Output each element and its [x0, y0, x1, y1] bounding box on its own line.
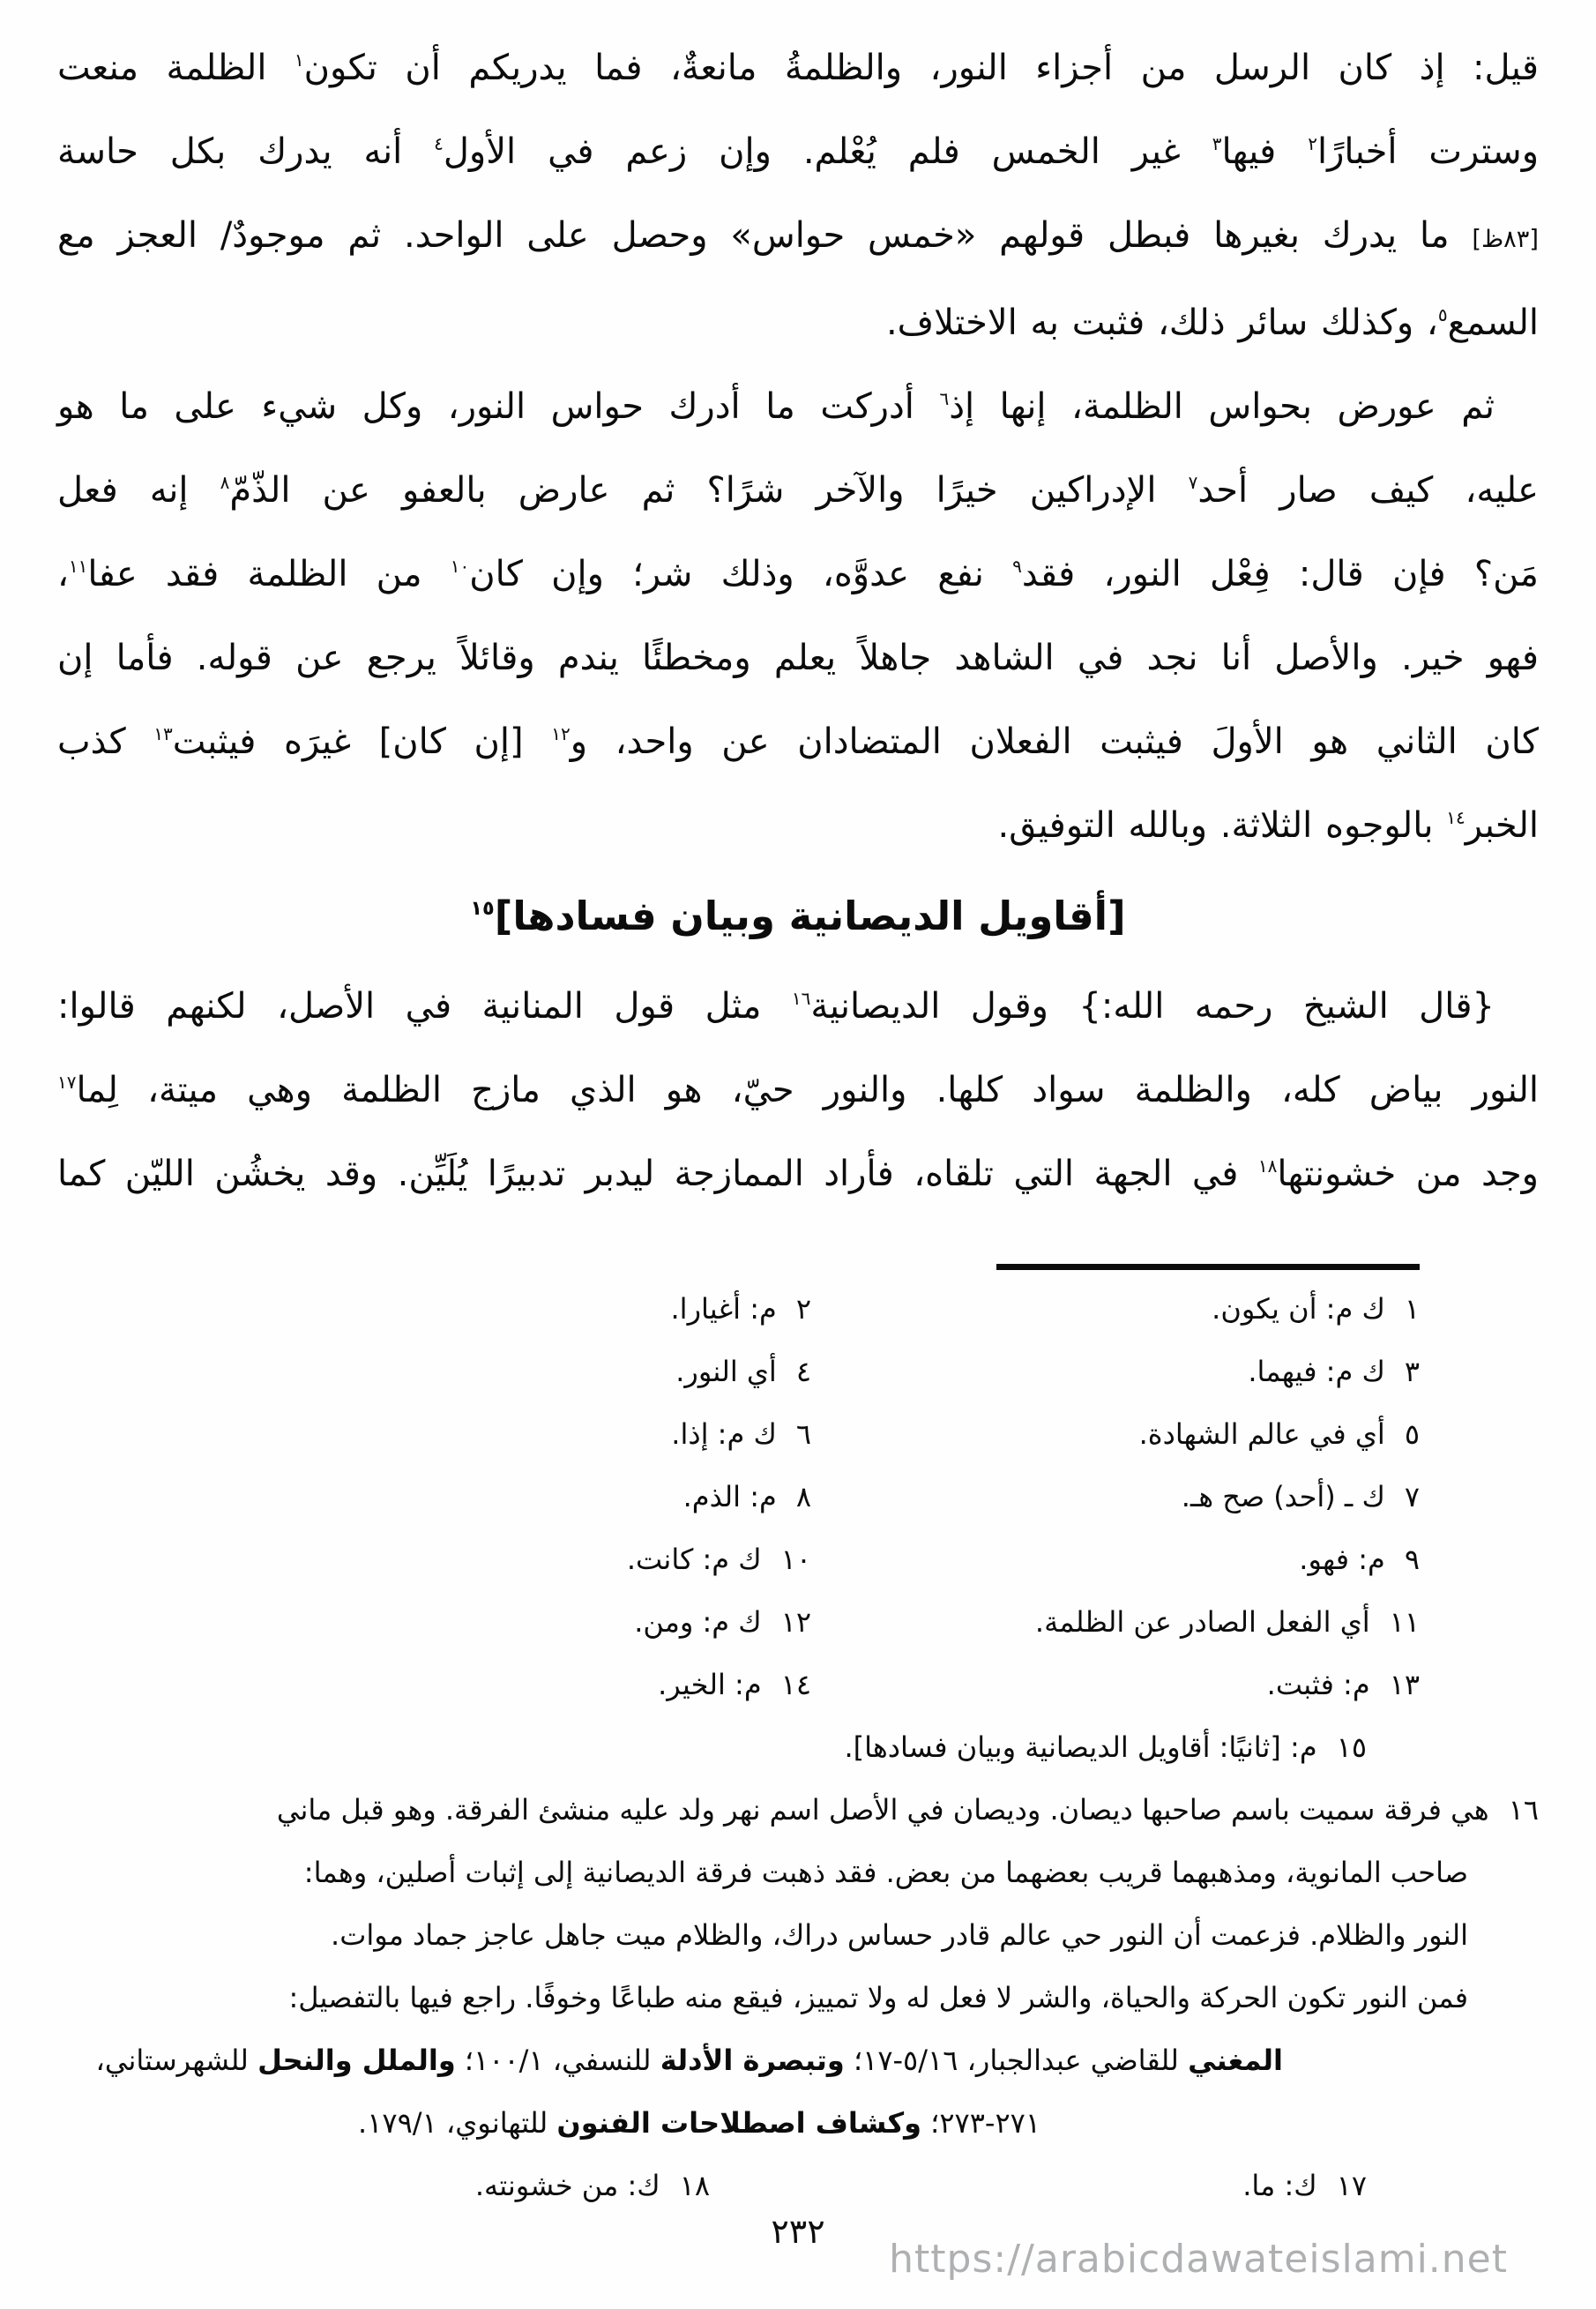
- body-line: الخبر$^{١٤}$ بالوجوه الثلاثة. وبالله التوفيق.: [997, 805, 1539, 846]
- body-line: فهو خير. والأصل أنا نجد في الشاهد جاهلاً يعلم ومخطئًا يندم وقائلاً يرجع عن قوله. فأما إن: [57, 638, 1539, 678]
- footnote-number: ١٨: [679, 2169, 710, 2202]
- book-title: وكشاف اصطلاحات الفنون: [556, 2106, 921, 2140]
- footnote-text: أي النور.: [675, 1355, 777, 1388]
- footnote-row: [57, 1528, 1539, 1591]
- footnote-row: [57, 1341, 1539, 1403]
- footnote-text: م: فهو.: [1299, 1543, 1385, 1576]
- footnote-text: أي الفعل الصادر عن الظلمة.: [1034, 1605, 1370, 1639]
- footnote-marker: ٣: [1212, 133, 1222, 154]
- folio-marker: [٨٣ظ]: [1472, 226, 1539, 253]
- footnote-marker: ٩: [1012, 556, 1022, 577]
- footnote-marker: ٢: [1308, 133, 1317, 154]
- footnotes-section: [57, 1264, 1539, 2217]
- footnote-marker: ١٥: [470, 897, 495, 921]
- footnote-row: [57, 1403, 1539, 1466]
- footnote-row: [57, 1591, 1539, 1654]
- footnote-text: ك: ما.: [1242, 2169, 1317, 2202]
- footnote: [57, 1341, 811, 1403]
- footnote-marker: ١٠: [450, 556, 470, 577]
- footnote-number: ١٣: [1389, 1668, 1420, 1701]
- body-line: مَن؟ فإن قال: فِعْل النور، فقد$^٩$ نفع عدوَّه، وذلك شر؛ وإن كان$^{١٠}$ من الظلمة فقد عفا$^{١١}$،: [57, 554, 1539, 594]
- body-line: وجد من خشونتها$^{١٨}$ في الجهة التي تلقاه، فأراد الممازجة ليدبر تدبيرًا يُلَيِّن. وقد يخشُن الليّن كما: [57, 1154, 1540, 1194]
- footnote-number: ١٢: [780, 1605, 811, 1639]
- footnote-separator: [996, 1264, 1420, 1270]
- watermark-url: https://arabicdawateislami.net: [889, 2237, 1508, 2282]
- footnote: [57, 1403, 811, 1466]
- footnote-number: ٢: [795, 1292, 811, 1326]
- footnote: [811, 1341, 1420, 1403]
- footnote-16-line: المغني للقاضي عبدالجبار، ٥/١٦-١٧؛ وتبصرة الأدلة للنسفي، ١٠٠/١؛ والملل والنحل للشهرستاني،: [95, 2044, 1283, 2077]
- footnote-text: ك م: فيهما.: [1248, 1355, 1385, 1388]
- footnote-number: ٨: [795, 1480, 811, 1513]
- footnote-number: ٥: [1404, 1417, 1420, 1451]
- footnote-last-row: [57, 2155, 1539, 2217]
- body-line: النور بياض كله، والظلمة سواد كلها. والنور حيّ، هو الذي مازج الظلمة وهي ميتة، لِما$^{١٧}$: [57, 1070, 1539, 1110]
- footnote-text: م: [ثانيًا: أقاويل الديصانية وبيان فسادها].: [844, 1730, 1317, 1764]
- footnote-15: [57, 1716, 1539, 1779]
- book-title: والملل والنحل: [257, 2044, 456, 2077]
- page-number: ٢٣٢: [771, 2212, 825, 2251]
- footnote-number: ١١: [1389, 1605, 1420, 1639]
- footnote-marker: ٤: [434, 133, 444, 154]
- footnote-marker: ١٦: [791, 988, 811, 1009]
- footnote-number: ١: [1404, 1292, 1420, 1326]
- footnote: [811, 1278, 1420, 1341]
- footnote-marker: ١٧: [57, 1072, 77, 1093]
- body-line: وسترت أخبارًا$^٢$ فيها$^٣$ غير الخمس فلم يُعْلم. وإن زعم في الأول$^٤$ أنه يدرك بكل حاسة: [57, 131, 1540, 172]
- footnote-number: ٩: [1404, 1543, 1420, 1576]
- footnote-text: ك: من خشونته.: [474, 2169, 660, 2202]
- footnote-marker: ١٢: [551, 723, 571, 744]
- footnote-marker: ١٣: [153, 723, 173, 744]
- footnote-text: ك م: كانت.: [626, 1543, 762, 1576]
- book-title: المغني: [1188, 2044, 1283, 2077]
- footnote-text: ك م: ومن.: [634, 1605, 762, 1639]
- footnote-number: ١٧: [1336, 2169, 1367, 2202]
- footnote-text: ك ـ (أحد) صح هـ.: [1181, 1480, 1385, 1513]
- footnote: [811, 1466, 1420, 1528]
- footnote-number: ١٠: [780, 1543, 811, 1576]
- footnote-16: [57, 1779, 1539, 2155]
- body-line: قيل: إذ كان الرسل من أجزاء النور، والظلمةُ مانعةٌ، فما يدريكم أن تكون$^١$ الظلمة منعت: [57, 48, 1539, 88]
- body-text-2: [57, 965, 1539, 1216]
- body-line: ثم عورض بحواس الظلمة، إنها إذ$^٦$ أدركت ما أدرك حواس النور، وكل شيء على ما هو: [57, 386, 1495, 427]
- footnote-text: ك م: أن يكون.: [1212, 1292, 1385, 1326]
- footnote: [811, 1403, 1420, 1466]
- footnote-16-line: فمن النور تكون الحركة والحياة، والشر لا فعل له ولا تمييز، فيقع منه طباعًا وخوفًا. راجع فيها بالتفصيل:: [288, 1981, 1468, 2014]
- footnote: [811, 1654, 1420, 1716]
- footnote-row: [57, 1654, 1539, 1716]
- footnote-text: م: الخير.: [658, 1668, 762, 1701]
- footnote: [710, 2155, 1367, 2217]
- body-line: السمع$^٥$، وكذلك سائر ذلك، فثبت به الاختلاف.: [885, 303, 1539, 343]
- page-content: [57, 26, 1539, 1216]
- footnote-16-line: ١٦هي فرقة سميت باسم صاحبها ديصان. وديصان في الأصل اسم نهر ولد عليه منشئ الفرقة. وهو قبل ماني: [276, 1793, 1539, 1827]
- footnote-marker: ٥: [1437, 304, 1448, 325]
- footnote-number: ١٦: [1508, 1793, 1539, 1827]
- footnote-number: ٣: [1404, 1355, 1420, 1388]
- footnote: [811, 1591, 1420, 1654]
- footnote-text: م: أغيارا.: [670, 1292, 777, 1326]
- footnote-16-line: صاحب المانوية، ومذهبهما قريب بعضهما من بعض. فقد ذهبت فرقة الديصانية إلى إثبات أصلين، وهما:: [303, 1856, 1468, 1889]
- footnote: [57, 1654, 811, 1716]
- footnote-16-line: النور والظلام. فزعمت أن النور حي عالم قادر حساس دراك، والظلام ميت جاهل عاجز جماد موات.: [331, 1918, 1468, 1952]
- footnote-number: ٧: [1404, 1480, 1420, 1513]
- footnote-number: ١٤: [780, 1668, 811, 1701]
- footnote-marker: ٦: [939, 388, 950, 409]
- footnote-marker: ٧: [1188, 472, 1198, 493]
- footnote-marker: ١٨: [1257, 1155, 1278, 1177]
- footnote-text: م: فثبت.: [1266, 1668, 1370, 1701]
- footnote-row: [57, 1466, 1539, 1528]
- footnote-text: م: الذم.: [682, 1480, 777, 1513]
- footnote: [57, 1278, 811, 1341]
- section-heading: [أقاويل الديصانية وبيان فسادها]$^{١٥}$: [470, 893, 1126, 939]
- body-line: {قال الشيخ رحمه الله:} وقول الديصانية$^{١٦}$ مثل قول المنانية في الأصل، لكنهم قالوا:: [57, 986, 1495, 1027]
- footnote: [57, 1591, 811, 1654]
- footnote: [57, 2155, 710, 2217]
- footnote: [811, 1528, 1420, 1591]
- footnote-row: [57, 1278, 1539, 1341]
- footnote-row: [57, 2155, 1539, 2217]
- footnote-marker: ١٤: [1446, 807, 1465, 828]
- footnote-text: ك م: إذا.: [671, 1417, 777, 1451]
- body-text-1: [57, 26, 1539, 868]
- footnote-number: ٤: [795, 1355, 811, 1388]
- footnote-number: ١٥: [1336, 1730, 1367, 1764]
- footnote-marker: ١١: [68, 556, 88, 577]
- footnote: [57, 1528, 811, 1591]
- book-title: وتبصرة الأدلة: [660, 2044, 845, 2077]
- footnote-16-line: ٢٧١-٢٧٣؛ وكشاف اصطلاحات الفنون للتهانوي، ١٧٩/١.: [358, 2106, 1040, 2140]
- body-line: عليه، كيف صار أحد$^٧$ الإدراكين خيرًا والآخر شرًا؟ ثم عارض بالعفو عن الذّمّ$^٨$ إنه فعل: [57, 470, 1539, 511]
- footnote-marker: ١: [294, 49, 304, 71]
- footnote-text: أي في عالم الشهادة.: [1138, 1417, 1385, 1451]
- body-line: [٨٣ظ] ما يدرك بغيرها فبطل قولهم «خمس حواس» وحصل على الواحد. ثم موجودٌ/ العجز مع: [57, 215, 1539, 256]
- footnote: [57, 1466, 811, 1528]
- footnote-rows: [57, 1278, 1539, 1716]
- body-line: كان الثاني هو الأولَ فيثبت الفعلان المتضادان عن واحد، و$^{١٢}$ [إن كان] غيرَه فيثبت$^{١٣}$ كذب: [57, 721, 1539, 762]
- footnote-marker: ٨: [220, 472, 230, 493]
- footnote-number: ٦: [795, 1417, 811, 1451]
